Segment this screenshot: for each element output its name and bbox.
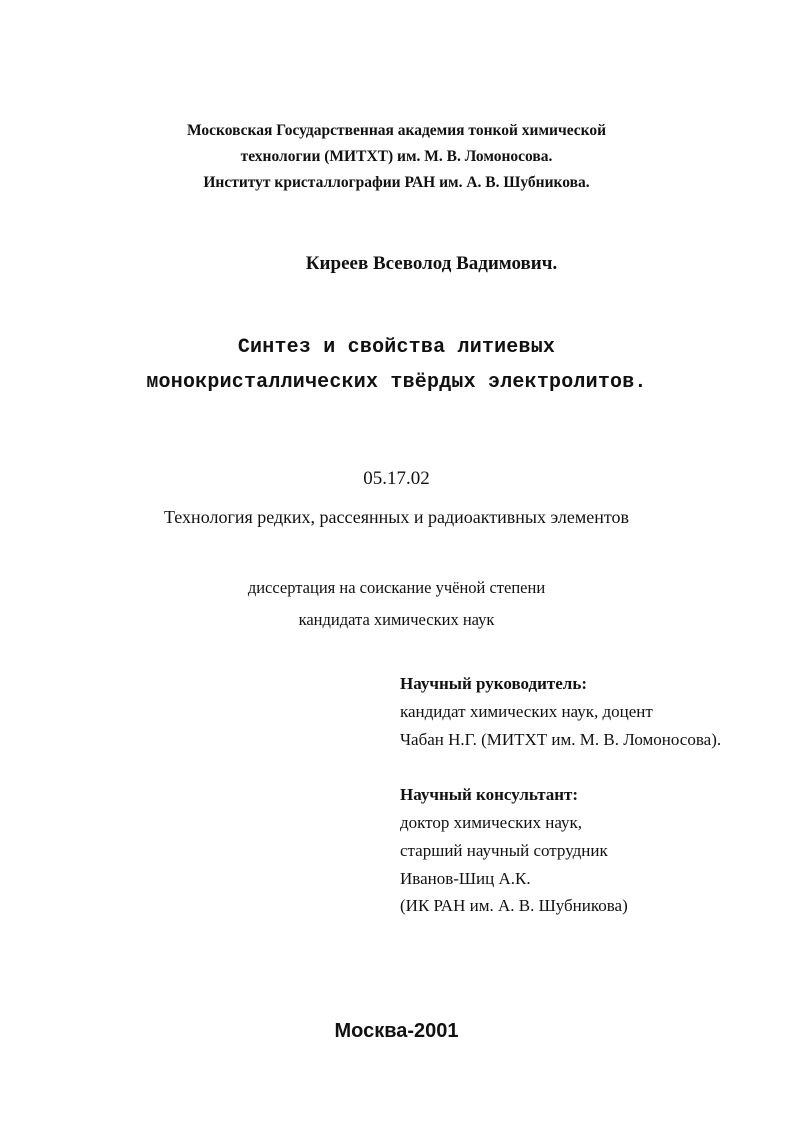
degree-line-2: кандидата химических наук — [298, 610, 495, 629]
institution-line-2: технологии (МИТХТ) им. М. В. Ломоносова. — [240, 148, 553, 165]
specialty-name: Технология редких, рассеянных и радиоактивных элементов — [164, 507, 629, 527]
consultant-line-2: старший научный сотрудник — [400, 841, 608, 860]
thesis-title-line-1: Синтез и свойства литиевых — [237, 336, 556, 359]
specialty-code: 05.17.02 — [363, 468, 430, 489]
author-name: Киреев Всеволод Вадимович. — [305, 253, 558, 274]
consultant-line-3: Иванов-Шиц А.К. — [400, 869, 531, 888]
consultant-heading: Научный консультант: — [400, 785, 579, 804]
supervisor-line-2: Чабан Н.Г. (МИТХТ им. М. В. Ломоносова). — [400, 730, 722, 749]
institution-line-3: Институт кристаллографии РАН им. А. В. Шубникова. — [203, 174, 590, 191]
city-year: Москва-2001 — [334, 1020, 459, 1042]
consultant-line-4: (ИК РАН им. А. В. Шубникова) — [400, 896, 628, 915]
supervisor-heading: Научный руководитель: — [400, 674, 587, 693]
thesis-title-line-2: монокристаллических твёрдых электролитов. — [146, 371, 647, 394]
supervisor-line-1: кандидат химических наук, доцент — [400, 702, 653, 721]
institution-line-1: Московская Государственная академия тонкой химической — [186, 122, 607, 139]
degree-line-1: диссертация на соискание учёной степени — [247, 578, 546, 597]
consultant-line-1: доктор химических наук, — [400, 813, 583, 832]
